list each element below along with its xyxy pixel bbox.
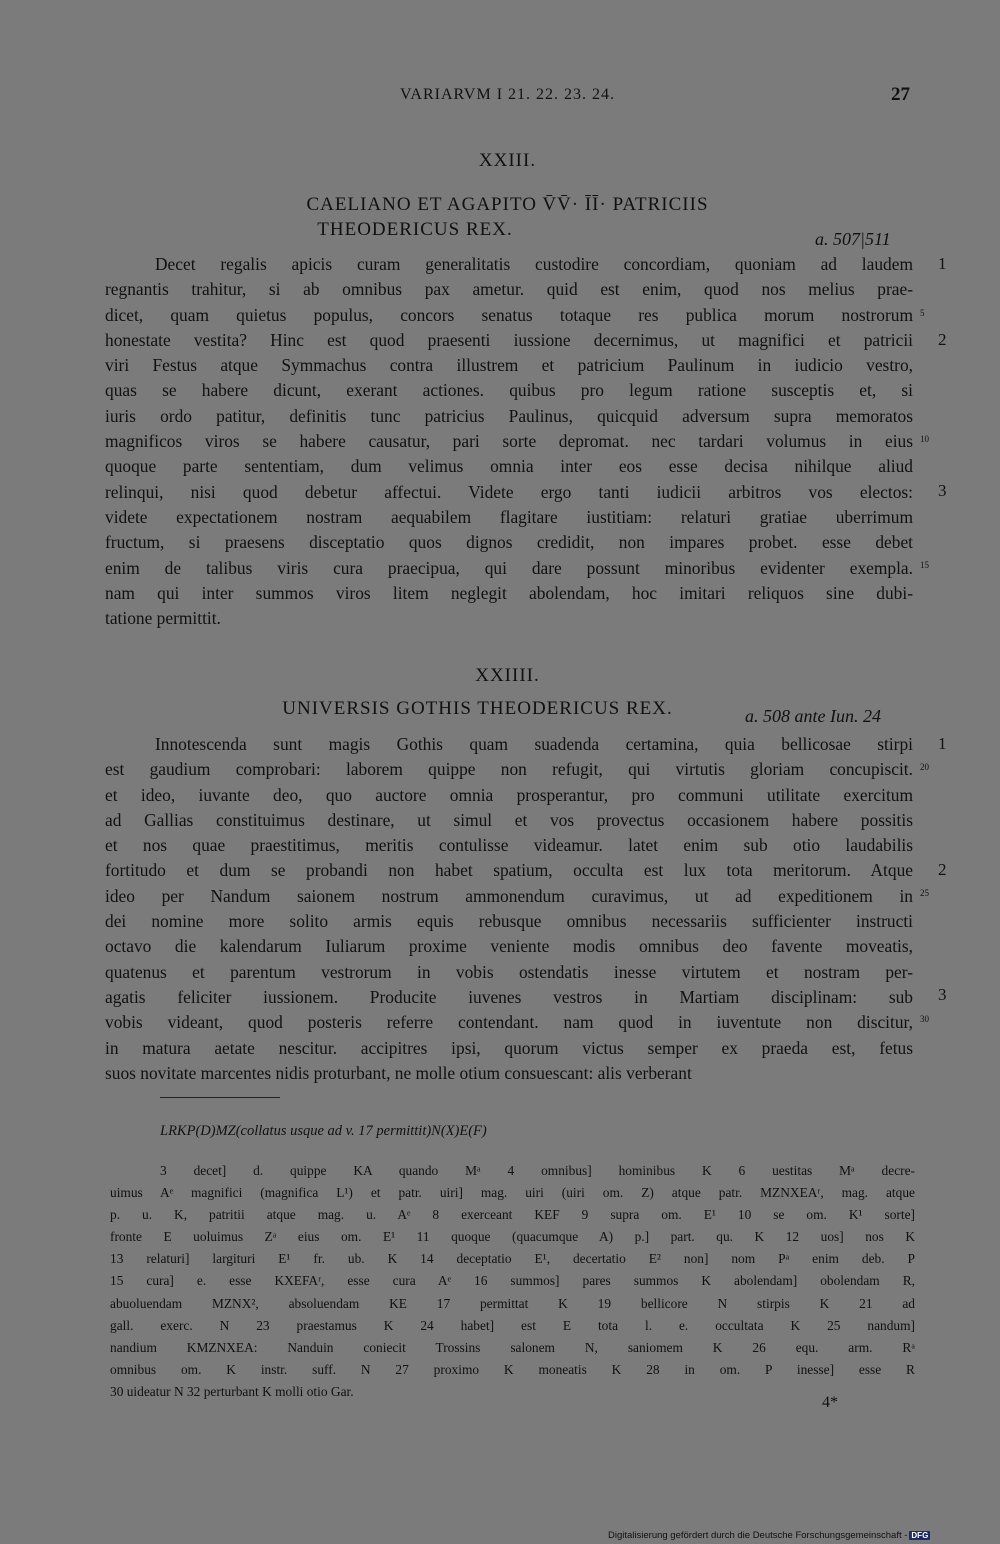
text-line: et nos quae praestitimus, meritis contulisse videamur. latet enim sub otio laudabilis (105, 835, 913, 856)
text-line: uimus Aᵉ magnifici (magnifica L¹) et patr. uiri] mag. uiri (uiri om. Z) atque patr. MZNXEAʳ, mag. atque (110, 1185, 915, 1201)
text-line: iuris ordo patitur, definitis tunc patricius Paulinus, quicquid adversum supra memoratos (105, 405, 913, 426)
text-line: Innotescenda sunt magis Gothis quam suadenda certamina, quia bellicosae stirpi (155, 734, 913, 754)
text-line: honestate vestita? Hinc est quod praesenti iussione decernimus, ut magnifici et patricii (105, 329, 913, 350)
margin-section-number: 1 (938, 254, 947, 273)
margin-section-number: 3 (938, 985, 947, 1004)
text-line: magnificos viros se habere causatur, pari sorte depromat. nec tardari volumus in eius (105, 431, 913, 452)
text-line: quas se habere dicunt, exerant actiones. quibus pro legum ratione susceptis et, si (105, 380, 913, 401)
text-line: relinqui, nisi quod debetur affectui. Videte ergo tanti iudicii arbitros vos electos: (105, 481, 913, 502)
text-line: regnantis trahitur, si ab omnibus pax ametur. quid est enim, quod nos melius prae- (105, 279, 913, 300)
text-line: ad Gallias constituimus destinare, ut simul et vos provectus occasionem habere possitis (105, 809, 913, 830)
manuscript-sigla: LRKP(D)MZ(collatus usque ad v. 17 permittit)N(X)E(F) (160, 1123, 487, 1139)
dfg-logo: DFG (911, 1531, 929, 1540)
text-line: Decet regalis apicis curam generalitatis custodire concordiam, quoniam ad laudem (155, 254, 913, 274)
text-line: enim de talibus viris cura praecipua, qui dare possunt minoribus evidenter exempla. (105, 557, 913, 578)
text-line: est gaudium comprobari: laborem quippe non refugit, qui virtutis gloriam concupiscit. (105, 759, 913, 780)
margin-line-number: 15 (920, 560, 929, 570)
margin-section-number: 1 (938, 734, 947, 753)
margin-line-number: 5 (920, 308, 925, 318)
margin-section-number: 3 (938, 481, 947, 500)
critical-apparatus (110, 1160, 915, 1403)
running-header (105, 86, 910, 110)
text-line: ideo per Nandum saionem nostrum ammonendum curavimus, ut ad expeditionem in (105, 885, 913, 906)
text-line: agatis feliciter iussionem. Producite iuvenes vestros in Martiam disciplinam: sub (105, 986, 913, 1007)
text-line: 13 relaturi] largituri E¹ fr. ub. K 14 deceptatio E¹, decertatio E² non] nom Pᵃ enim deb. P (110, 1251, 915, 1267)
margin-section-number: 2 (938, 860, 947, 879)
text-line: vobis videant, quod posteris referre contendant. nam quod in iuventute non discitur, (105, 1012, 913, 1033)
text-line: viri Festus atque Symmachus contra illustrem et patricium Paulinum in iudicio vestro, (105, 355, 913, 376)
text-line: in matura aetate nescitur. accipitres ipsi, quorum victus semper ex praeda est, fetus (105, 1037, 913, 1058)
digitization-footer (608, 1530, 930, 1541)
text-line: abuoluendam MZNX², absoluendam KE 17 permittat K 19 bellicore N stirpis K 21 ad (110, 1295, 915, 1311)
text-line: quoque parte sententiam, dum velimus omnia inter eos esse decisa nihilque aliud (105, 456, 913, 477)
text-line: p. u. K, patritii atque mag. u. Aᵉ 8 exerceant KEF 9 supra om. E¹ 10 se om. K¹ sorte] (110, 1207, 915, 1223)
text-line: 15 cura] e. esse KXEFAʳ, esse cura Aᵉ 16 summos] pares summos K abolendam] obolendam R, (110, 1273, 915, 1289)
section-date: a. 507|511 (815, 229, 891, 249)
margin-line-number: 30 (920, 1014, 929, 1024)
margin-line-number: 20 (920, 762, 929, 772)
text-line: et ideo, iuvante deo, quo auctore omnia prosperantur, pro communi utilitate exercitum (105, 784, 913, 805)
section-body (105, 252, 913, 631)
text-line: quatenus et parentum vestrorum in vobis ostendatis inesse virtutem et nostram per- (105, 961, 913, 982)
section-heading-line2: THEODERICUS REX. (317, 219, 513, 240)
text-line: videte expectationem nostram aequabilem flagitare iustitiam: relaturi gratiae uberrimum (105, 506, 913, 527)
text-line: omnibus om. K instr. suff. N 27 proximo K moneatis K 28 in om. P inesse] esse R (110, 1361, 915, 1377)
text-line: suos novitate marcentes nidis proturbant, ne molle otium consuescant: alis verberant (105, 1062, 692, 1083)
page-number: 27 (891, 84, 910, 105)
text-line: gall. exerc. N 23 praestamus K 24 habet] est E tota l. e. occultata K 25 nandum] (110, 1317, 915, 1333)
text-line: 30 uideatur N 32 perturbant K molli otio Gar. (110, 1383, 354, 1399)
margin-line-number: 25 (920, 888, 929, 898)
text-line: nam qui inter summos viros litem neglegit abolendam, hoc imitari reliquos sine dubi- (105, 582, 913, 603)
section-number: XXIII. (478, 150, 537, 171)
text-line: tatione permittit. (105, 608, 221, 629)
footnote-rule (160, 1097, 280, 1098)
header-title: VARIARVM I 21. 22. 23. 24. (399, 86, 616, 103)
section-heading: UNIVERSIS GOTHIS THEODERICUS REX. (282, 698, 673, 719)
margin-line-number: 10 (920, 434, 929, 444)
text-line: fortitudo et dum se probandi non habet spatium, occulta est lux tota meritorum. Atque (105, 860, 913, 881)
signature-mark: 4* (822, 1394, 838, 1411)
text-line: dei nomine more solito armis equis rebusque omnibus necessariis sufficienter instructi (105, 911, 913, 932)
text-line: fronte E uoluimus Zᵃ eius om. E¹ 11 quoque (quacumque A) p.] part. qu. K 12 uos] nos K (110, 1229, 915, 1245)
section-number: XXIIII. (475, 665, 540, 686)
text-line: dicet, quam quietus populus, concors senatus totaque res publica morum nostrorum (105, 304, 913, 325)
section-date: a. 508 ante Iun. 24 (745, 706, 881, 726)
margin-section-number: 2 (938, 330, 947, 349)
text-line: fructum, si praesens disceptatio quos dignos credidit, non impares probet. esse debet (105, 532, 913, 553)
text-line: nandium KMZNXEA: Nanduin coniecit Trossins salonem N, saniomem K 26 equ. arm. Rᵃ (110, 1339, 915, 1355)
section-heading-line1: CAELIANO ET AGAPITO V̄V̄· ĪĪ· PATRICIIS (306, 194, 709, 215)
text-line: 3 decet] d. quippe KA quando Mᵃ 4 omnibus] hominibus K 6 uestitas Mᵃ decre- (160, 1163, 915, 1178)
footer-text: Digitalisierung gefördert durch die Deutsche Forschungsgemeinschaft - (608, 1530, 908, 1541)
section-body (105, 732, 913, 1086)
text-line: octavo die kalendarum Iuliarum proxime veniente modis omnibus deo favente moveatis, (105, 936, 913, 957)
